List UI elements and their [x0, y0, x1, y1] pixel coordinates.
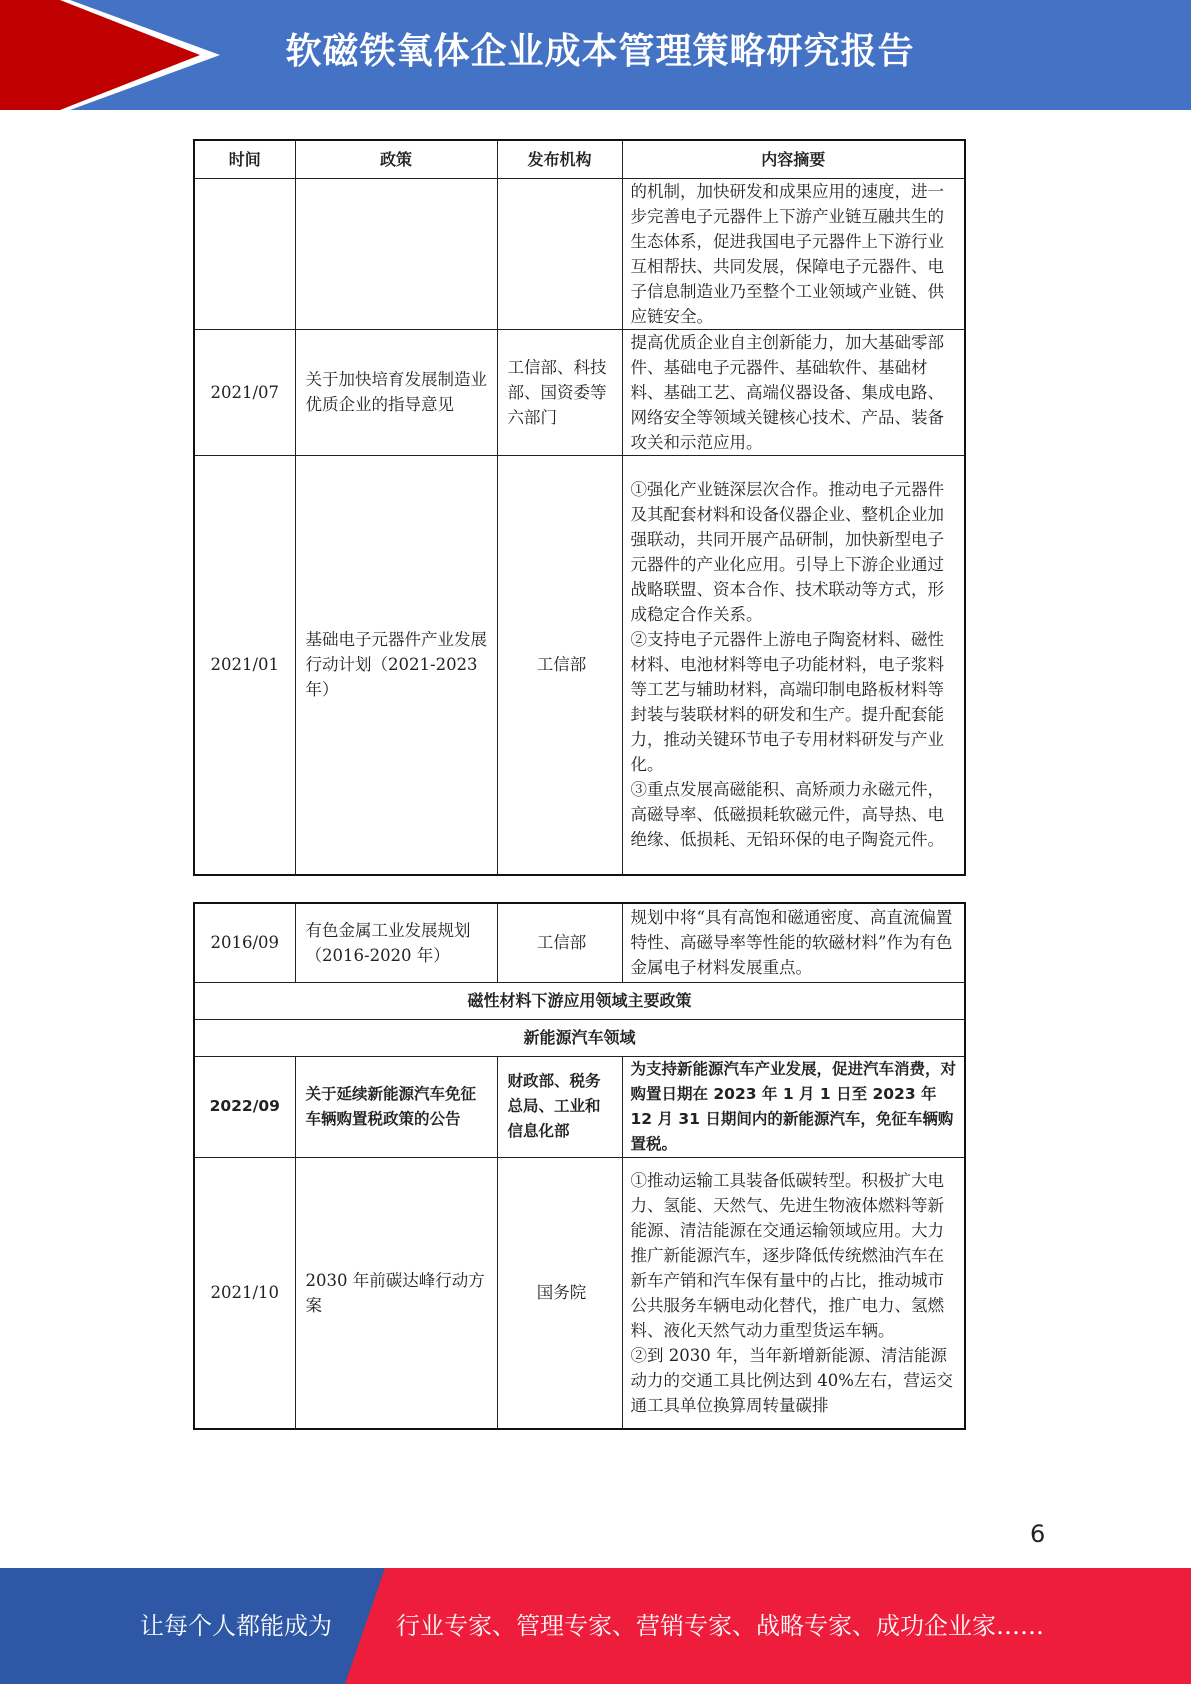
cell-content: 为支持新能源汽车产业发展，促进汽车消费，对购置日期在 2023 年 1 月 1 日至 2023 年 12 月 31 日期间内的新能源汽车，免征车辆购置税。 — [622, 1056, 965, 1157]
table-row — [194, 455, 965, 875]
cell-policy: 关于加快培育发展制造业优质企业的指导意见 — [295, 329, 497, 455]
page-footer — [0, 1568, 1191, 1684]
cell-time: 2022/09 — [194, 1056, 295, 1157]
cell-policy: 有色金属工业发展规划（2016-2020 年） — [295, 903, 497, 982]
cell-time: 2021/07 — [194, 329, 295, 455]
section-row — [194, 982, 965, 1019]
table-row — [194, 329, 965, 455]
subsection-title: 新能源汽车领域 — [194, 1019, 965, 1056]
table-row — [194, 1157, 965, 1429]
column-header-content: 内容摘要 — [622, 140, 965, 178]
table-row — [194, 1056, 965, 1157]
cell-policy — [295, 178, 497, 329]
content-paragraph: ②支持电子元器件上游电子陶瓷材料、磁性材料、电池材料等电子功能材料，电子浆料等工艺与辅助材料，高端印制电路板材料等封装与装联材料的研发和生产。提升配套能力，推动关键环节电子专用材料研发与产业化。 — [630, 630, 944, 775]
content-paragraph: 的机制，加快研发和成果应用的速度，进一步完善电子元器件上下游产业链互融共生的生态体系，促进我国电子元器件上下游行业互相帮扶、共同发展，保障电子元器件、电子信息制造业乃至整个工业领域产业链、供应链安全。 — [630, 181, 944, 326]
cell-time — [194, 178, 295, 329]
content-paragraph: 提高优质企业自主创新能力，加大基础零部件、基础电子元器件、基础软件、基础材料、基础工艺、高端仪器设备、集成电路、网络安全等领域关键核心技术、产品、装备攻关和示范应用。 — [630, 332, 944, 452]
cell-content — [622, 178, 965, 329]
column-header-policy: 政策 — [295, 140, 497, 178]
cell-content — [622, 329, 965, 455]
cell-policy: 关于延续新能源汽车免征车辆购置税政策的公告 — [295, 1056, 497, 1157]
column-header-time: 时间 — [194, 140, 295, 178]
footer-slogan-left: 让每个人都能成为 — [140, 1612, 332, 1640]
content-paragraph: ③重点发展高磁能积、高矫顽力永磁元件，高磁导率、低磁损耗软磁元件，高导热、电绝缘、低损耗、无铅环保的电子陶瓷元件。 — [630, 780, 944, 850]
header-red-arrow — [0, 0, 60, 110]
cell-org: 工信部 — [497, 903, 622, 982]
policy-table-top — [193, 139, 966, 876]
subsection-row — [194, 1019, 965, 1056]
content-paragraph: ①推动运输工具装备低碳转型。积极扩大电力、氢能、天然气、先进生物液体燃料等新能源、清洁能源在交通运输领域应用。大力推广新能源汽车，逐步降低传统燃油汽车在新车产销和汽车保有量中的占比，推动城市公共服务车辆电动化替代，推广电力、氢燃料、液化天然气动力重型货运车辆。 — [630, 1170, 944, 1340]
cell-content: 规划中将“具有高饱和磁通密度、高直流偏置特性、高磁导率等性能的软磁材料”作为有色金属电子材料发展重点。 — [622, 903, 965, 982]
content-paragraph: ①强化产业链深层次合作。推动电子元器件及其配套材料和设备仪器企业、整机企业加强联动，共同开展产品研制，加快新型电子元器件的产业化应用。引导上下游企业通过战略联盟、资本合作、技术联动等方式，形成稳定合作关系。 — [630, 480, 944, 625]
cell-time: 2016/09 — [194, 903, 295, 982]
cell-policy: 基础电子元器件产业发展行动计划（2021-2023 年） — [295, 455, 497, 875]
table-row — [194, 178, 965, 329]
content-paragraph: ②到 2030 年，当年新增新能源、清洁能源动力的交通工具比例达到 40%左右，营运交通工具单位换算周转量碳排 — [630, 1345, 953, 1415]
page-number: 6 — [1030, 1520, 1046, 1548]
cell-org: 工信部 — [497, 455, 622, 875]
footer-slogan-right: 行业专家、管理专家、营销专家、战略专家、成功企业家…… — [396, 1612, 1044, 1640]
cell-time: 2021/10 — [194, 1157, 295, 1429]
section-title: 磁性材料下游应用领域主要政策 — [194, 982, 965, 1019]
report-title: 软磁铁氧体企业成本管理策略研究报告 — [285, 31, 915, 72]
header-red-arrow-tip — [60, 0, 200, 110]
cell-org — [497, 178, 622, 329]
table-row — [194, 903, 965, 982]
cell-org: 财政部、税务总局、工业和信息化部 — [497, 1056, 622, 1157]
cell-content — [622, 1157, 965, 1429]
page-header — [0, 0, 1191, 110]
cell-org: 国务院 — [497, 1157, 622, 1429]
cell-time: 2021/01 — [194, 455, 295, 875]
cell-policy: 2030 年前碳达峰行动方案 — [295, 1157, 497, 1429]
policy-table-bottom — [193, 902, 966, 1430]
cell-content — [622, 455, 965, 875]
cell-org: 工信部、科技部、国资委等六部门 — [497, 329, 622, 455]
table-header-row — [194, 140, 965, 178]
column-header-org: 发布机构 — [497, 140, 622, 178]
